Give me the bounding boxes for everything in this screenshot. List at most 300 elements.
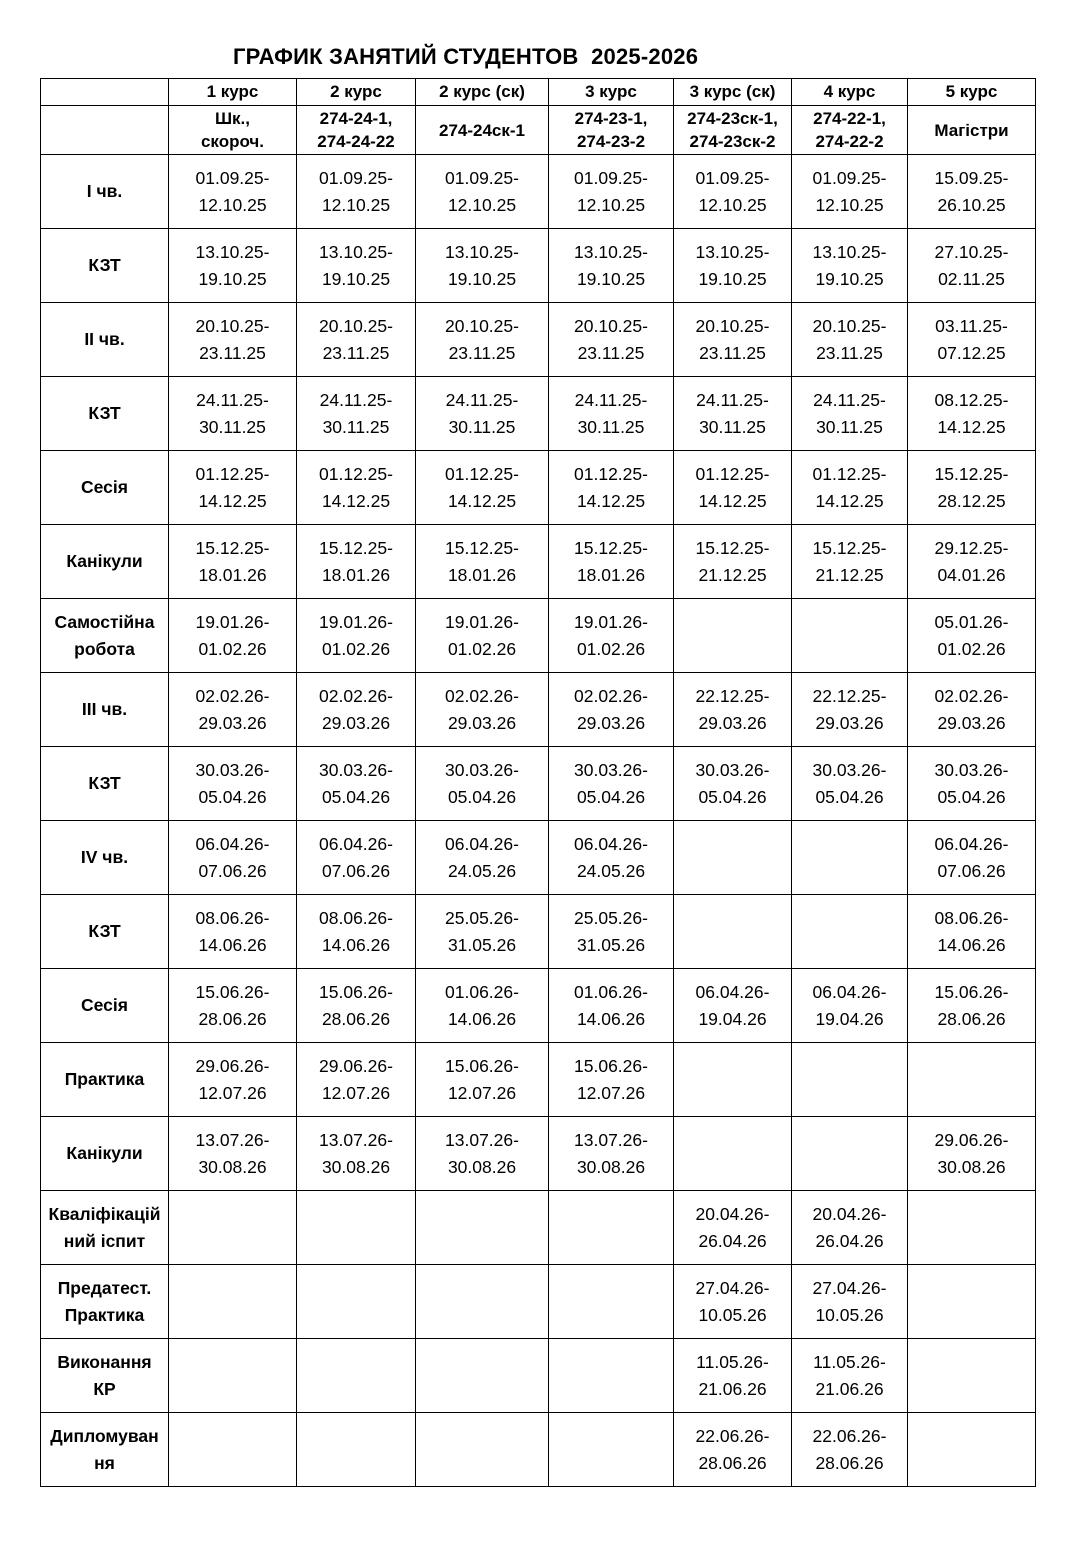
date-line: 01.06.26- bbox=[574, 981, 648, 1002]
date-line: 19.01.26- bbox=[574, 611, 648, 632]
period-label-line: ний іспит bbox=[63, 1230, 146, 1251]
schedule-row bbox=[41, 599, 1036, 673]
schedule-row bbox=[41, 895, 1036, 969]
date-line: 20.10.25- bbox=[812, 315, 887, 336]
date-line: 28.06.26 bbox=[815, 1452, 884, 1473]
course-header: 3 курс bbox=[549, 79, 674, 106]
date-range-cell bbox=[297, 229, 416, 303]
date-range-cell bbox=[297, 821, 416, 895]
date-range-cell bbox=[908, 747, 1036, 821]
schedule-row bbox=[41, 451, 1036, 525]
date-range-cell bbox=[674, 895, 792, 969]
date-range-cell bbox=[908, 155, 1036, 229]
date-line: 30.08.26 bbox=[576, 1156, 646, 1177]
period-label-line: робота bbox=[74, 638, 135, 659]
date-line: 12.07.26 bbox=[576, 1082, 646, 1103]
date-range-cell bbox=[549, 1339, 674, 1413]
date-line: 06.04.26- bbox=[195, 833, 270, 854]
schedule-row bbox=[41, 673, 1036, 747]
course-header: 1 курс bbox=[169, 79, 297, 106]
date-line: 31.05.26 bbox=[447, 934, 517, 955]
date-line: 08.06.26- bbox=[195, 907, 270, 928]
date-range-cell bbox=[674, 599, 792, 673]
date-line: 14.06.26 bbox=[937, 934, 1006, 955]
group-header-line: Магістри bbox=[934, 120, 1009, 140]
date-range-cell bbox=[792, 451, 908, 525]
date-range-cell bbox=[169, 821, 297, 895]
date-line: 20.10.25- bbox=[319, 315, 393, 336]
date-range-cell bbox=[549, 747, 674, 821]
date-range-cell bbox=[416, 1265, 549, 1339]
date-range-cell bbox=[549, 1413, 674, 1487]
date-line: 11.05.26- bbox=[813, 1351, 886, 1372]
date-line: 06.04.26- bbox=[934, 833, 1009, 854]
date-line: 30.08.26 bbox=[937, 1156, 1006, 1177]
date-line: 19.01.26- bbox=[445, 611, 519, 632]
date-range-cell bbox=[792, 1191, 908, 1265]
date-line: 05.04.26 bbox=[937, 786, 1006, 807]
course-header: 2 курс (ск) bbox=[416, 79, 549, 106]
date-line: 18.01.26 bbox=[321, 564, 391, 585]
period-label bbox=[41, 1191, 169, 1265]
date-line: 24.11.25- bbox=[196, 389, 269, 410]
date-line: 29.03.26 bbox=[698, 712, 767, 733]
date-line: 15.06.26- bbox=[574, 1055, 648, 1076]
date-line: 15.06.26- bbox=[319, 981, 393, 1002]
course-header: 2 курс bbox=[297, 79, 416, 106]
date-line: 30.03.26- bbox=[695, 759, 770, 780]
date-line: 24.11.25- bbox=[445, 389, 519, 410]
date-line: 13.10.25- bbox=[445, 241, 519, 262]
date-line: 02.02.26- bbox=[574, 685, 648, 706]
date-line: 20.10.25- bbox=[574, 315, 648, 336]
date-line: 15.12.25- bbox=[195, 537, 270, 558]
period-label bbox=[41, 525, 169, 599]
date-line: 05.04.26 bbox=[698, 786, 767, 807]
date-range-cell bbox=[416, 525, 549, 599]
date-range-cell bbox=[792, 747, 908, 821]
group-header bbox=[416, 106, 549, 155]
date-range-cell bbox=[549, 1043, 674, 1117]
course-header: 5 курс bbox=[908, 79, 1036, 106]
date-line: 07.12.25 bbox=[937, 342, 1006, 363]
date-range-cell bbox=[169, 1339, 297, 1413]
date-line: 08.06.26- bbox=[934, 907, 1009, 928]
date-line: 30.08.26 bbox=[321, 1156, 391, 1177]
date-line: 30.08.26 bbox=[198, 1156, 267, 1177]
period-label-line: Предатест. bbox=[57, 1277, 152, 1298]
date-range-cell bbox=[792, 525, 908, 599]
date-line: 18.01.26 bbox=[576, 564, 646, 585]
date-line: 12.07.26 bbox=[321, 1082, 391, 1103]
date-line: 15.12.25- bbox=[812, 537, 887, 558]
date-line: 22.06.26- bbox=[812, 1425, 887, 1446]
date-line: 18.01.26 bbox=[198, 564, 267, 585]
date-range-cell bbox=[297, 599, 416, 673]
group-header-line: 274-23-2 bbox=[576, 132, 646, 151]
period-label bbox=[41, 1265, 169, 1339]
date-range-cell bbox=[416, 747, 549, 821]
date-line: 13.10.25- bbox=[812, 241, 887, 262]
date-line: 12.10.25 bbox=[576, 194, 646, 215]
date-line: 30.03.26- bbox=[445, 759, 519, 780]
date-line: 27.10.25- bbox=[934, 241, 1009, 262]
date-line: 30.03.26- bbox=[934, 759, 1009, 780]
date-range-cell bbox=[549, 155, 674, 229]
date-range-cell bbox=[674, 969, 792, 1043]
date-line: 26.04.26 bbox=[815, 1230, 884, 1251]
date-range-cell bbox=[169, 1265, 297, 1339]
date-line: 13.10.25- bbox=[574, 241, 648, 262]
period-label bbox=[41, 969, 169, 1043]
date-range-cell bbox=[297, 895, 416, 969]
date-line: 30.11.25 bbox=[322, 416, 390, 437]
date-line: 14.12.25 bbox=[576, 490, 646, 511]
date-range-cell bbox=[674, 303, 792, 377]
date-line: 19.10.25 bbox=[576, 268, 646, 289]
date-range-cell bbox=[549, 1117, 674, 1191]
date-line: 08.06.26- bbox=[319, 907, 393, 928]
date-line: 13.07.26- bbox=[445, 1129, 519, 1150]
date-range-cell bbox=[169, 303, 297, 377]
date-line: 15.12.25- bbox=[319, 537, 393, 558]
date-line: 31.05.26 bbox=[576, 934, 646, 955]
date-line: 24.05.26 bbox=[447, 860, 517, 881]
date-line: 13.07.26- bbox=[319, 1129, 393, 1150]
schedule-row bbox=[41, 377, 1036, 451]
date-line: 13.07.26- bbox=[574, 1129, 648, 1150]
date-line: 29.06.26- bbox=[319, 1055, 393, 1076]
period-label-line: Канікули bbox=[66, 1143, 143, 1163]
date-line: 30.03.26- bbox=[574, 759, 648, 780]
date-line: 15.12.25- bbox=[695, 537, 770, 558]
date-range-cell bbox=[908, 673, 1036, 747]
date-line: 30.11.25 bbox=[816, 416, 883, 437]
date-range-cell bbox=[549, 303, 674, 377]
period-label-line: Практика bbox=[64, 1069, 145, 1089]
date-line: 19.10.25 bbox=[321, 268, 391, 289]
date-line: 20.04.26- bbox=[812, 1203, 887, 1224]
period-label-line: ІІ чв. bbox=[84, 329, 125, 349]
date-line: 05.04.26 bbox=[198, 786, 267, 807]
date-line: 01.02.26 bbox=[321, 638, 391, 659]
date-line: 24.11.25- bbox=[574, 389, 648, 410]
group-header-line: 274-24-22 bbox=[317, 132, 395, 151]
date-range-cell bbox=[549, 821, 674, 895]
date-range-cell bbox=[549, 377, 674, 451]
date-line: 14.06.26 bbox=[447, 1008, 517, 1029]
date-line: 28.06.26 bbox=[698, 1452, 767, 1473]
date-line: 07.06.26 bbox=[198, 860, 267, 881]
date-range-cell bbox=[549, 451, 674, 525]
date-line: 23.11.25 bbox=[816, 342, 883, 363]
date-range-cell bbox=[297, 969, 416, 1043]
group-header bbox=[297, 106, 416, 155]
period-label bbox=[41, 1117, 169, 1191]
period-label-line: І чв. bbox=[86, 181, 123, 201]
period-label-line: КЗТ bbox=[88, 255, 121, 275]
date-line: 29.06.26- bbox=[934, 1129, 1009, 1150]
date-range-cell bbox=[297, 1117, 416, 1191]
period-label-line: КЗТ bbox=[88, 403, 121, 423]
schedule-row bbox=[41, 229, 1036, 303]
date-line: 01.02.26 bbox=[937, 638, 1006, 659]
date-line: 21.12.25 bbox=[698, 564, 767, 585]
date-range-cell bbox=[416, 673, 549, 747]
group-header-line: 274-24ск-1 bbox=[438, 120, 525, 140]
date-line: 29.03.26 bbox=[576, 712, 646, 733]
date-line: 12.07.26 bbox=[447, 1082, 517, 1103]
schedule-row bbox=[41, 821, 1036, 895]
date-range-cell bbox=[792, 303, 908, 377]
date-line: 29.03.26 bbox=[937, 712, 1006, 733]
date-line: 05.04.26 bbox=[576, 786, 646, 807]
date-line: 19.10.25 bbox=[198, 268, 267, 289]
date-range-cell bbox=[416, 1043, 549, 1117]
date-line: 14.12.25 bbox=[815, 490, 884, 511]
date-line: 20.10.25- bbox=[695, 315, 770, 336]
date-line: 01.09.25- bbox=[319, 167, 393, 188]
date-line: 08.12.25- bbox=[934, 389, 1009, 410]
date-line: 03.11.25- bbox=[935, 315, 1008, 336]
date-line: 02.02.26- bbox=[195, 685, 270, 706]
date-range-cell bbox=[169, 1043, 297, 1117]
date-line: 21.12.25 bbox=[815, 564, 884, 585]
date-line: 01.12.25- bbox=[195, 463, 270, 484]
header-groups-row bbox=[41, 106, 1036, 155]
date-range-cell bbox=[297, 155, 416, 229]
date-range-cell bbox=[792, 969, 908, 1043]
date-range-cell bbox=[674, 451, 792, 525]
group-header bbox=[549, 106, 674, 155]
date-range-cell bbox=[297, 377, 416, 451]
date-line: 10.05.26 bbox=[815, 1304, 884, 1325]
date-line: 26.10.25 bbox=[937, 194, 1006, 215]
date-range-cell bbox=[792, 821, 908, 895]
period-label-line: Канікули bbox=[66, 551, 143, 571]
date-range-cell bbox=[297, 525, 416, 599]
date-range-cell bbox=[674, 1043, 792, 1117]
date-range-cell bbox=[674, 1191, 792, 1265]
date-range-cell bbox=[908, 451, 1036, 525]
date-line: 06.04.26- bbox=[695, 981, 770, 1002]
period-label bbox=[41, 599, 169, 673]
period-label-line: Сесія bbox=[81, 477, 128, 497]
date-line: 29.03.26 bbox=[321, 712, 391, 733]
date-line: 21.06.26 bbox=[698, 1378, 767, 1399]
course-header: 3 курс (ск) bbox=[674, 79, 792, 106]
date-range-cell bbox=[792, 229, 908, 303]
period-label-line: ІІІ чв. bbox=[81, 699, 128, 719]
period-label bbox=[41, 747, 169, 821]
date-range-cell bbox=[549, 599, 674, 673]
date-line: 19.04.26 bbox=[815, 1008, 884, 1029]
date-range-cell bbox=[169, 895, 297, 969]
schedule-row bbox=[41, 1191, 1036, 1265]
date-line: 01.02.26 bbox=[447, 638, 517, 659]
date-line: 30.11.25 bbox=[448, 416, 516, 437]
group-header bbox=[674, 106, 792, 155]
date-line: 13.10.25- bbox=[695, 241, 770, 262]
group-header-line: 274-22-2 bbox=[815, 132, 884, 151]
group-header-line: 274-23ск-1, bbox=[687, 109, 778, 128]
course-header: 4 курс bbox=[792, 79, 908, 106]
date-line: 12.10.25 bbox=[321, 194, 391, 215]
date-line: 01.12.25- bbox=[445, 463, 519, 484]
date-range-cell bbox=[416, 1117, 549, 1191]
date-range-cell bbox=[674, 1265, 792, 1339]
period-label bbox=[41, 895, 169, 969]
period-label-line: Кваліфікацій bbox=[48, 1203, 161, 1224]
date-range-cell bbox=[674, 673, 792, 747]
date-range-cell bbox=[674, 1413, 792, 1487]
date-range-cell bbox=[908, 1191, 1036, 1265]
date-line: 14.06.26 bbox=[321, 934, 391, 955]
date-line: 30.11.25 bbox=[199, 416, 266, 437]
date-range-cell bbox=[908, 1265, 1036, 1339]
date-line: 02.02.26- bbox=[319, 685, 393, 706]
period-label bbox=[41, 1339, 169, 1413]
date-range-cell bbox=[908, 969, 1036, 1043]
date-line: 01.09.25- bbox=[574, 167, 648, 188]
date-range-cell bbox=[169, 377, 297, 451]
date-line: 14.12.25 bbox=[937, 416, 1006, 437]
date-line: 30.03.26- bbox=[195, 759, 270, 780]
date-range-cell bbox=[908, 303, 1036, 377]
date-line: 12.10.25 bbox=[698, 194, 767, 215]
date-range-cell bbox=[674, 821, 792, 895]
schedule-row bbox=[41, 1413, 1036, 1487]
date-range-cell bbox=[169, 451, 297, 525]
group-header-line: 274-23ск-2 bbox=[689, 132, 776, 151]
period-label-line: IV чв. bbox=[80, 847, 129, 867]
date-line: 18.01.26 bbox=[447, 564, 517, 585]
date-range-cell bbox=[908, 1043, 1036, 1117]
schedule-row bbox=[41, 747, 1036, 821]
date-line: 14.06.26 bbox=[576, 1008, 646, 1029]
date-range-cell bbox=[549, 1191, 674, 1265]
date-range-cell bbox=[416, 155, 549, 229]
date-range-cell bbox=[549, 1265, 674, 1339]
date-range-cell bbox=[416, 969, 549, 1043]
date-line: 24.11.25- bbox=[813, 389, 886, 410]
date-line: 21.06.26 bbox=[815, 1378, 884, 1399]
period-label-line: Практика bbox=[64, 1304, 145, 1325]
date-line: 15.09.25- bbox=[934, 167, 1009, 188]
date-range-cell bbox=[792, 1043, 908, 1117]
date-line: 29.03.26 bbox=[198, 712, 267, 733]
date-range-cell bbox=[549, 969, 674, 1043]
period-label-line: ня bbox=[94, 1452, 115, 1473]
date-line: 04.01.26 bbox=[937, 564, 1006, 585]
date-range-cell bbox=[549, 895, 674, 969]
period-label-line: Дипломуван bbox=[50, 1425, 159, 1446]
date-line: 01.02.26 bbox=[576, 638, 646, 659]
date-range-cell bbox=[297, 451, 416, 525]
group-header-line: 274-23-1, bbox=[574, 109, 648, 128]
period-label bbox=[41, 229, 169, 303]
date-line: 25.05.26- bbox=[574, 907, 648, 928]
date-range-cell bbox=[169, 1191, 297, 1265]
period-label-line: Самостійна bbox=[54, 611, 155, 632]
schedule-row bbox=[41, 1117, 1036, 1191]
date-line: 29.03.26 bbox=[447, 712, 517, 733]
group-header bbox=[908, 106, 1036, 155]
date-line: 28.06.26 bbox=[937, 1008, 1006, 1029]
date-range-cell bbox=[908, 229, 1036, 303]
date-line: 15.06.26- bbox=[195, 981, 270, 1002]
date-range-cell bbox=[792, 155, 908, 229]
date-line: 07.06.26 bbox=[321, 860, 391, 881]
date-line: 19.01.26- bbox=[319, 611, 393, 632]
date-range-cell bbox=[908, 377, 1036, 451]
date-range-cell bbox=[674, 747, 792, 821]
date-line: 24.05.26 bbox=[576, 860, 646, 881]
date-range-cell bbox=[416, 1339, 549, 1413]
date-line: 23.11.25 bbox=[448, 342, 516, 363]
date-line: 30.03.26- bbox=[319, 759, 393, 780]
schedule-row bbox=[41, 969, 1036, 1043]
date-line: 01.12.25- bbox=[695, 463, 770, 484]
date-line: 15.06.26- bbox=[445, 1055, 519, 1076]
date-line: 06.04.26- bbox=[574, 833, 648, 854]
date-range-cell bbox=[169, 747, 297, 821]
period-label-line: Виконання bbox=[57, 1351, 152, 1372]
date-range-cell bbox=[416, 1413, 549, 1487]
period-label-line: Сесія bbox=[81, 995, 128, 1015]
date-line: 19.10.25 bbox=[447, 268, 517, 289]
date-range-cell bbox=[674, 377, 792, 451]
date-range-cell bbox=[908, 1413, 1036, 1487]
period-label bbox=[41, 451, 169, 525]
period-label-line: КР bbox=[93, 1378, 116, 1399]
date-range-cell bbox=[297, 673, 416, 747]
period-label bbox=[41, 377, 169, 451]
date-range-cell bbox=[792, 673, 908, 747]
date-range-cell bbox=[297, 1265, 416, 1339]
date-line: 27.04.26- bbox=[695, 1277, 770, 1298]
header-corner-cell bbox=[41, 106, 169, 155]
date-range-cell bbox=[416, 1191, 549, 1265]
date-range-cell bbox=[416, 895, 549, 969]
date-range-cell bbox=[908, 1339, 1036, 1413]
group-header bbox=[169, 106, 297, 155]
date-line: 13.10.25- bbox=[195, 241, 270, 262]
date-line: 01.02.26 bbox=[198, 638, 267, 659]
date-range-cell bbox=[416, 451, 549, 525]
date-line: 01.09.25- bbox=[445, 167, 519, 188]
date-line: 23.11.25 bbox=[577, 342, 645, 363]
date-line: 12.10.25 bbox=[198, 194, 267, 215]
period-label-line: КЗТ bbox=[88, 921, 121, 941]
date-line: 26.04.26 bbox=[698, 1230, 767, 1251]
date-line: 06.04.26- bbox=[812, 981, 887, 1002]
date-line: 24.11.25- bbox=[696, 389, 769, 410]
schedule-row bbox=[41, 525, 1036, 599]
date-line: 10.05.26 bbox=[698, 1304, 767, 1325]
date-range-cell bbox=[674, 229, 792, 303]
date-range-cell bbox=[169, 229, 297, 303]
date-range-cell bbox=[549, 525, 674, 599]
date-line: 22.12.25- bbox=[695, 685, 770, 706]
date-line: 01.12.25- bbox=[574, 463, 648, 484]
period-label-line: КЗТ bbox=[88, 773, 121, 793]
date-line: 23.11.25 bbox=[699, 342, 766, 363]
date-range-cell bbox=[169, 1117, 297, 1191]
date-range-cell bbox=[549, 673, 674, 747]
date-line: 22.06.26- bbox=[695, 1425, 770, 1446]
schedule-row bbox=[41, 1043, 1036, 1117]
